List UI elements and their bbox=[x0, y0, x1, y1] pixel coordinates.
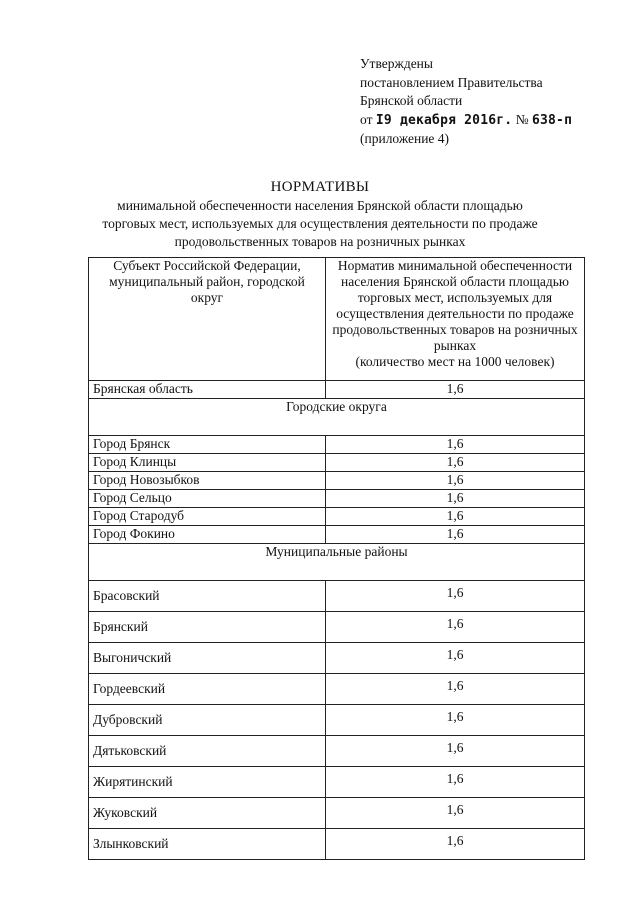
row-value: 1,6 bbox=[326, 767, 585, 798]
row-value: 1,6 bbox=[326, 581, 585, 612]
approval-line-resolution: постановлением Правительства bbox=[360, 74, 543, 90]
row-name: Жирятинский bbox=[89, 767, 326, 798]
table-row bbox=[89, 736, 585, 767]
row-name: Выгоничский bbox=[89, 643, 326, 674]
approval-line-region: Брянской области bbox=[360, 93, 463, 108]
table-row bbox=[89, 490, 585, 508]
subtitle-line-1: минимальной обеспеченности населения Брянской области площадью bbox=[117, 198, 523, 213]
approval-block bbox=[360, 55, 572, 149]
row-name: Город Сельцо bbox=[89, 490, 326, 508]
appendix-note: (приложение 4) bbox=[360, 131, 450, 146]
section-row-municipal bbox=[89, 544, 585, 581]
row-name: Город Клинцы bbox=[89, 454, 326, 472]
row-name: Город Брянск bbox=[89, 436, 326, 454]
table-row-region bbox=[89, 381, 585, 399]
approval-line-approved: Утверждены bbox=[360, 56, 433, 71]
row-value: 1,6 bbox=[326, 472, 585, 490]
norm-header-units: (количество мест на 1000 человек) bbox=[355, 354, 555, 369]
table-header-row bbox=[89, 258, 585, 381]
section-title-urban: Городские округа bbox=[89, 399, 585, 436]
norm-header-text: Норматив минимальной обеспеченности населения Брянской области площадью торговых мест, используемых для осуществления деятельности по продаже продовольственных товаров на розничных рынках bbox=[332, 258, 578, 353]
table-row bbox=[89, 767, 585, 798]
row-name: Злынковский bbox=[89, 829, 326, 860]
approval-date-line bbox=[360, 111, 572, 131]
row-name: Город Новозыбков bbox=[89, 472, 326, 490]
region-name: Брянская область bbox=[89, 381, 326, 399]
subtitle-line-3: продовольственных товаров на розничных рынках bbox=[174, 234, 466, 249]
table-row bbox=[89, 526, 585, 544]
row-value: 1,6 bbox=[326, 643, 585, 674]
table-row bbox=[89, 643, 585, 674]
date-value: I9 декабря 2016г. bbox=[375, 112, 513, 128]
row-name: Дубровский bbox=[89, 705, 326, 736]
column-header-norm bbox=[326, 258, 585, 381]
table-row bbox=[89, 705, 585, 736]
row-value: 1,6 bbox=[326, 454, 585, 472]
row-value: 1,6 bbox=[326, 490, 585, 508]
row-name: Гордеевский bbox=[89, 674, 326, 705]
row-value: 1,6 bbox=[326, 612, 585, 643]
table-row bbox=[89, 436, 585, 454]
subtitle-line-2: торговых мест, используемых для осуществления деятельности по продаже bbox=[102, 216, 538, 231]
row-value: 1,6 bbox=[326, 508, 585, 526]
document-heading bbox=[0, 177, 640, 251]
section-title-municipal: Муниципальные районы bbox=[89, 544, 585, 581]
row-value: 1,6 bbox=[326, 705, 585, 736]
column-header-subject: Субъект Российской Федерации, муниципальный район, городской округ bbox=[89, 258, 326, 381]
row-value: 1,6 bbox=[326, 736, 585, 767]
row-name: Брасовский bbox=[89, 581, 326, 612]
date-prefix: от bbox=[360, 111, 373, 127]
row-name: Брянский bbox=[89, 612, 326, 643]
document-title: НОРМАТИВЫ bbox=[270, 179, 370, 195]
table-row bbox=[89, 454, 585, 472]
row-value: 1,6 bbox=[326, 798, 585, 829]
region-value: 1,6 bbox=[326, 381, 585, 399]
table-row bbox=[89, 674, 585, 705]
row-value: 1,6 bbox=[326, 436, 585, 454]
row-name: Дятьковский bbox=[89, 736, 326, 767]
row-name: Город Фокино bbox=[89, 526, 326, 544]
row-name: Город Стародуб bbox=[89, 508, 326, 526]
norms-table bbox=[88, 257, 585, 860]
number-sign: № bbox=[515, 111, 529, 127]
row-value: 1,6 bbox=[326, 829, 585, 860]
table-row bbox=[89, 829, 585, 860]
row-value: 1,6 bbox=[326, 674, 585, 705]
document-number: 638-п bbox=[531, 112, 573, 128]
row-name: Жуковский bbox=[89, 798, 326, 829]
table-row bbox=[89, 508, 585, 526]
table-row bbox=[89, 472, 585, 490]
row-value: 1,6 bbox=[326, 526, 585, 544]
table-row bbox=[89, 581, 585, 612]
table-row bbox=[89, 798, 585, 829]
table-row bbox=[89, 612, 585, 643]
section-row-urban bbox=[89, 399, 585, 436]
